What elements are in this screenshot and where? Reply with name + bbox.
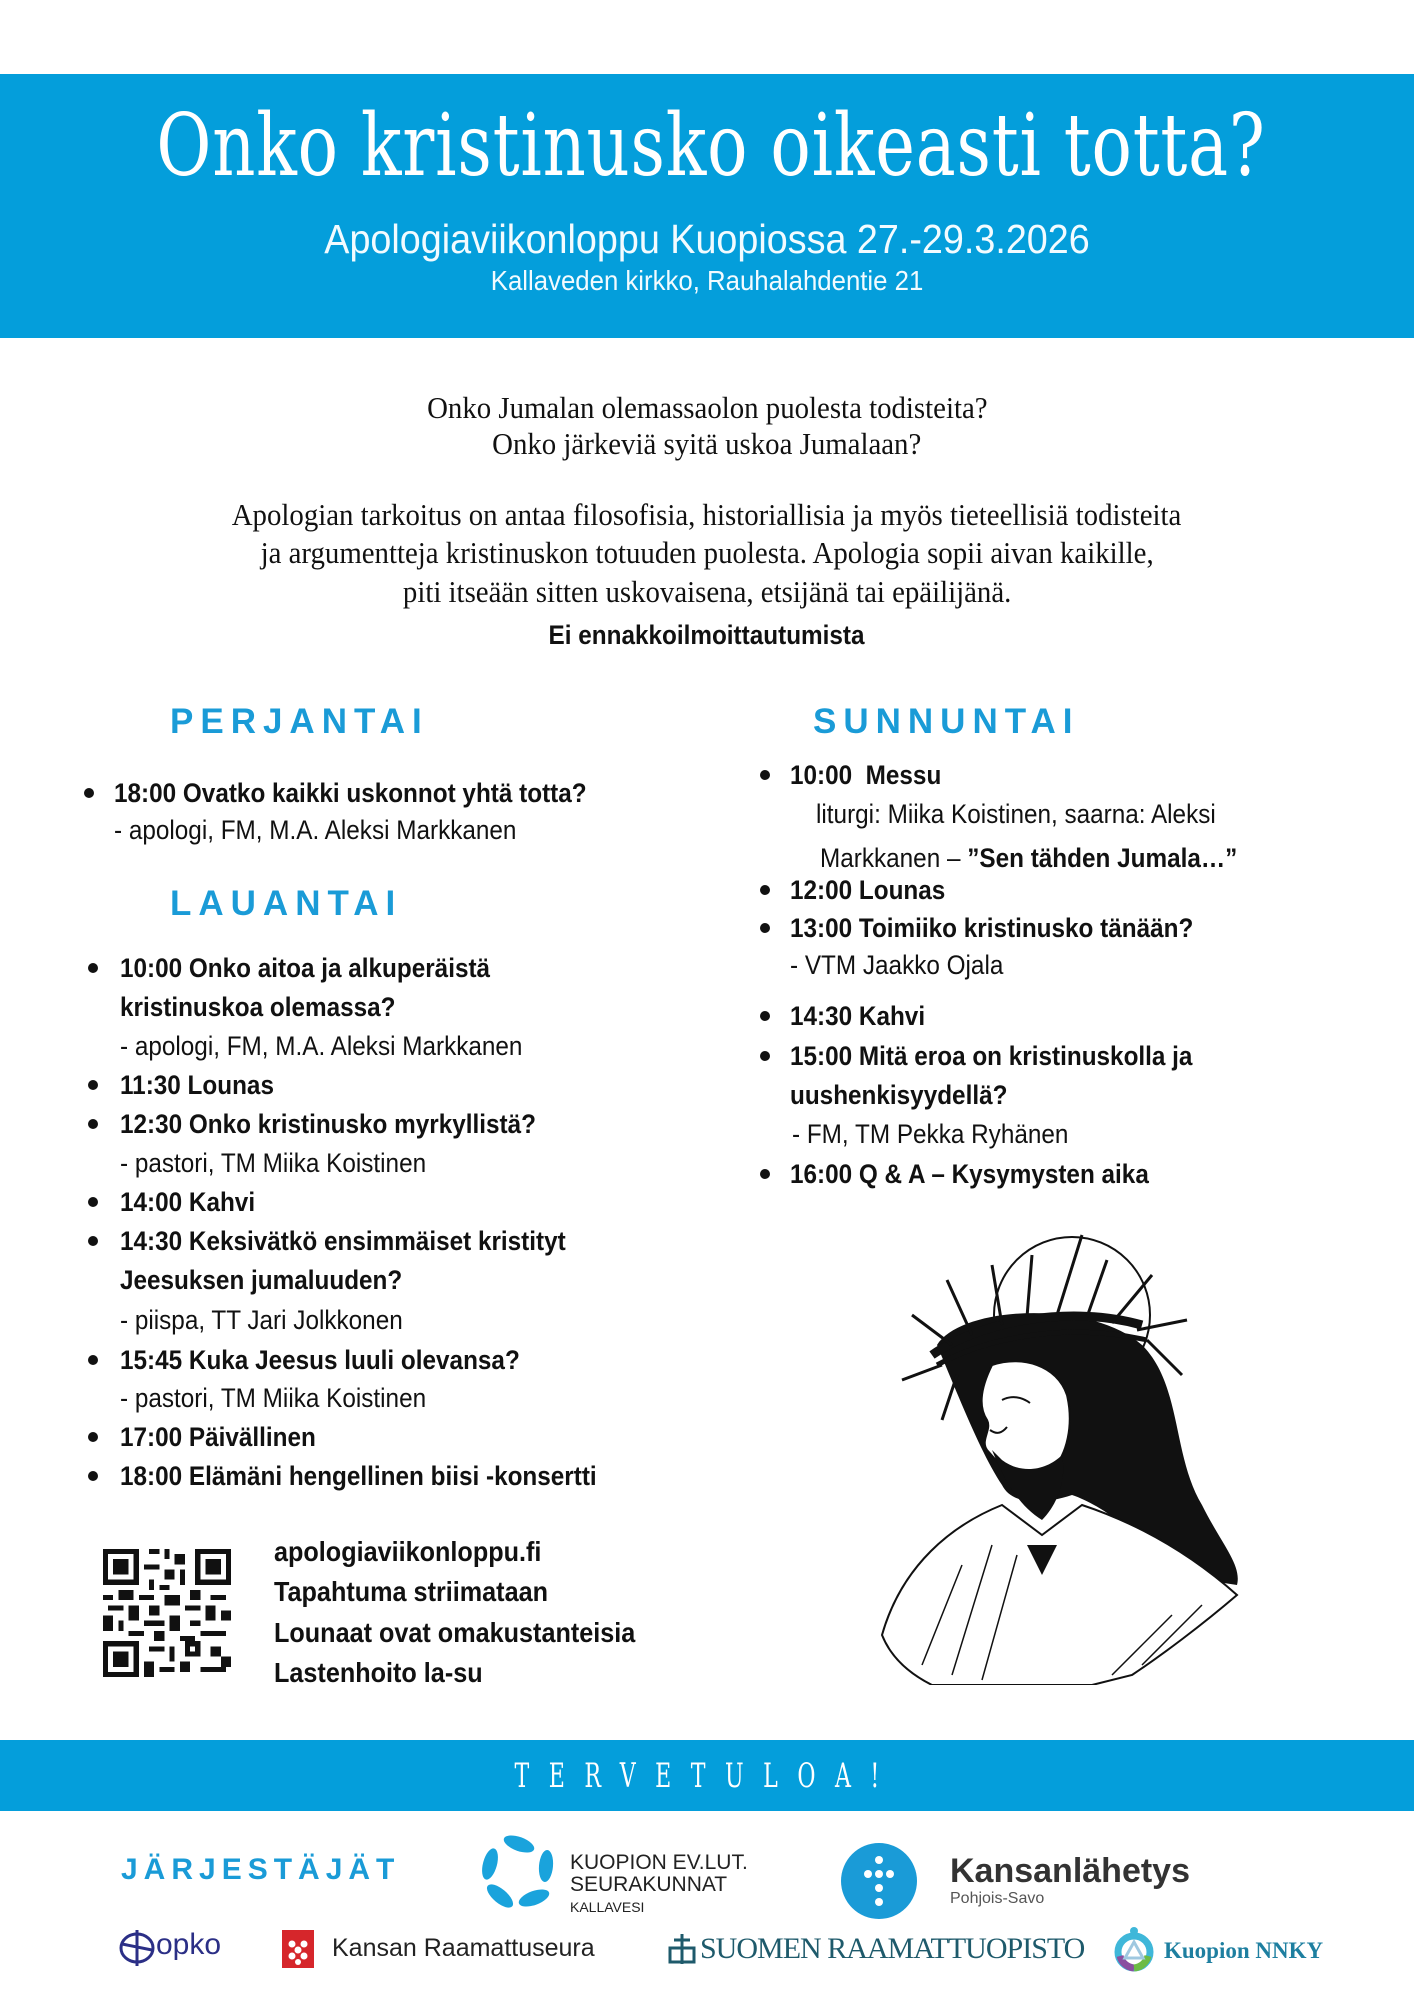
schedule-item-title: 15:45 Kuka Jeesus luuli olevansa?: [120, 1345, 520, 1375]
schedule-item-speaker: - pastori, TM Miika Koistinen: [120, 1148, 427, 1178]
bullet-icon: [760, 1011, 770, 1021]
schedule-item-title: 10:00 Onko aitoa ja alkuperäistä: [120, 953, 491, 983]
schedule-item-speaker: - apologi, FM, M.A. Aleksi Markkanen: [120, 1031, 523, 1061]
saturday-heading: LAUANTAI: [170, 884, 403, 923]
bullet-icon: [88, 1471, 98, 1481]
suomen-raamattuopisto-logo: SUOMEN RAAMATTUOPISTO: [700, 1932, 1085, 1965]
schedule-item-title: 17:00 Päivällinen: [120, 1422, 316, 1452]
bullet-icon: [88, 963, 98, 973]
intro-paragraph-line-2: ja argumentteja kristinuskon totuuden puolesta. Apologia sopii aivan kaikille,: [260, 535, 1154, 570]
logo-sub: Pohjois-Savo: [950, 1890, 1045, 1907]
info-lunch: Lounaat ovat omakustanteisia: [274, 1617, 636, 1648]
bullet-icon: [88, 1432, 98, 1442]
schedule-item-speaker: - VTM Jaakko Ojala: [790, 950, 1004, 980]
logo-line: SEURAKUNNAT: [570, 1873, 728, 1896]
info-streaming: Tapahtuma striimataan: [274, 1576, 549, 1607]
kansanlahetys-logo: [950, 1852, 1190, 1908]
schedule-item-details: liturgi: Miika Koistinen, saarna: Aleksi: [816, 799, 1216, 829]
schedule-item-details: [820, 840, 1284, 876]
schedule-item-title: 14:30 Keksivätkö ensimmäiset kristityt: [120, 1226, 566, 1256]
info-childcare: Lastenhoito la-su: [274, 1657, 483, 1688]
welcome-text: TERVETULOA!: [514, 1756, 900, 1796]
opko-logo: opko: [156, 1928, 222, 1961]
schedule-item-title: kristinuskoa olemassa?: [120, 992, 396, 1022]
bullet-icon: [760, 1169, 770, 1179]
bullet-icon: [760, 923, 770, 933]
intro-paragraph-line-3: piti itseään sitten uskovaisena, etsijänä tai epäilijänä.: [402, 574, 1012, 609]
schedule-item-title: 12:30 Onko kristinusko myrkyllistä?: [120, 1109, 536, 1139]
schedule-item-title: 18:00 Ovatko kaikki uskonnot yhtä totta?: [114, 778, 587, 808]
bullet-icon: [88, 1080, 98, 1090]
face-shape: [982, 1361, 1070, 1475]
kansan-raamattuseura-logo: Kansan Raamattuseura: [332, 1934, 595, 1962]
schedule-item-title: 10:00 Messu: [790, 760, 942, 790]
logo-line: KALLAVESI: [570, 1899, 645, 1915]
bullet-icon: [760, 1051, 770, 1061]
schedule-item-speaker: - apologi, FM, M.A. Aleksi Markkanen: [114, 815, 517, 845]
intro-paragraph-line-1: Apologian tarkoitus on antaa filosofisia, historiallisia ja myös tieteellisiä todisteita: [232, 497, 1182, 532]
qr-code-icon[interactable]: [102, 1549, 232, 1677]
schedule-item-title: 11:30 Lounas: [120, 1070, 274, 1100]
kuopion-nnky-logo-icon: [1112, 1926, 1156, 1974]
schedule-item-title: 14:00 Kahvi: [120, 1187, 256, 1217]
website-link[interactable]: apologiaviikonloppu.fi: [274, 1536, 542, 1567]
bullet-icon: [760, 885, 770, 895]
logo-name: Kansanlähetys: [950, 1852, 1190, 1890]
logo-line: KUOPION EV.LUT.: [570, 1851, 748, 1874]
schedule-item-title: Jeesuksen jumaluuden?: [120, 1265, 403, 1295]
kuopion-nnky-logo: Kuopion NNKY: [1164, 1938, 1324, 1963]
preacher-name: Markkanen –: [820, 843, 968, 873]
bullet-icon: [88, 1236, 98, 1246]
intro-question-1: Onko Jumalan olemassaolon puolesta todisteita?: [426, 390, 988, 425]
registration-note: Ei ennakkoilmoittautumista: [549, 620, 865, 650]
suomen-raamattuopisto-logo-icon: [668, 1934, 696, 1964]
intro-question-2: Onko järkeviä syitä uskoa Jumalaan?: [492, 426, 922, 461]
kuopion-seurakunnat-logo: [570, 1852, 748, 1918]
opko-logo-icon: [118, 1928, 156, 1968]
jesus-illustration: [842, 1205, 1272, 1685]
page-title: Onko kristinusko oikeasti totta?: [156, 96, 1266, 196]
schedule-item-title: 12:00 Lounas: [790, 875, 946, 905]
bullet-icon: [88, 1355, 98, 1365]
event-address: Kallaveden kirkko, Rauhalahdentie 21: [490, 265, 924, 296]
sermon-title: ”Sen tähden Jumala…”: [967, 843, 1238, 873]
friday-heading: PERJANTAI: [170, 702, 429, 741]
kansan-raamattuseura-logo-icon: [282, 1930, 314, 1968]
schedule-item-speaker: - FM, TM Pekka Ryhänen: [792, 1119, 1069, 1149]
organizers-label: JÄRJESTÄJÄT: [121, 1853, 401, 1886]
bullet-icon: [760, 770, 770, 780]
schedule-item-speaker: - piispa, TT Jari Jolkkonen: [120, 1305, 403, 1335]
schedule-item-speaker: - pastori, TM Miika Koistinen: [120, 1383, 427, 1413]
kuopion-seurakunnat-logo-icon: [478, 1830, 560, 1912]
schedule-item-title: 18:00 Elämäni hengellinen biisi -konsertti: [120, 1461, 597, 1491]
schedule-item-title: 16:00 Q & A – Kysymysten aika: [790, 1159, 1149, 1189]
schedule-item-title: 14:30 Kahvi: [790, 1001, 926, 1031]
bullet-icon: [88, 1119, 98, 1129]
schedule-item-title: uushenkisyydellä?: [790, 1080, 1008, 1110]
bullet-icon: [84, 788, 94, 798]
kansanlahetys-logo-icon: [840, 1842, 918, 1920]
bullet-icon: [88, 1197, 98, 1207]
schedule-item-title: 13:00 Toimiiko kristinusko tänään?: [790, 913, 1194, 943]
sunday-heading: SUNNUNTAI: [813, 702, 1080, 741]
event-subtitle: Apologiaviikonloppu Kuopiossa 27.-29.3.2026: [324, 216, 1090, 262]
schedule-item-title: 15:00 Mitä eroa on kristinuskolla ja: [790, 1041, 1193, 1071]
